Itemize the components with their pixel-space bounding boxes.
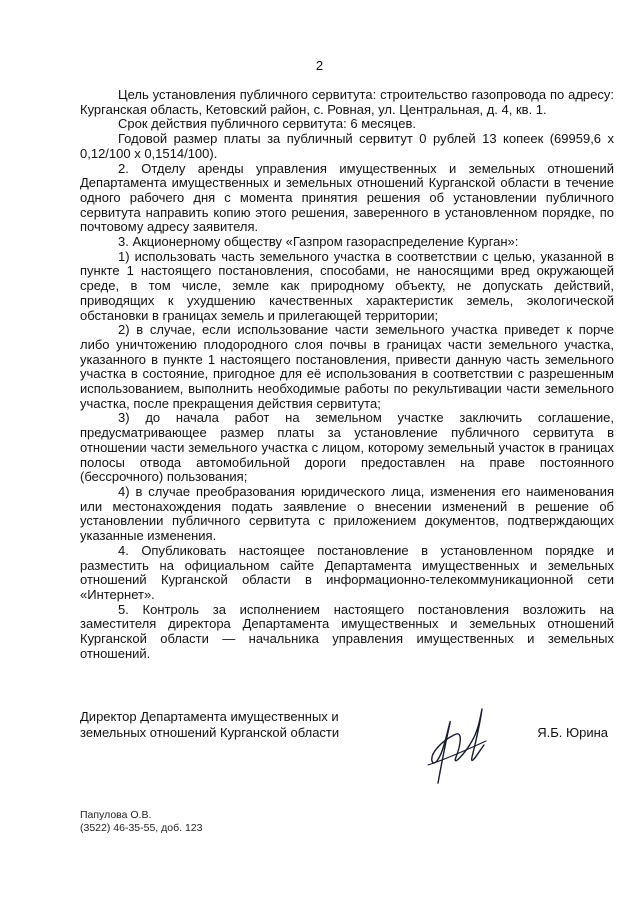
signatory-title: Директор Департамента имущественных и земельных отношений Курганской области: [80, 709, 340, 740]
paragraph-item-3: 3. Акционерному обществу «Газпром газораспределение Курган»:: [118, 234, 519, 250]
executor-phone: (3522) 46-35-55, доб. 123: [80, 822, 203, 834]
paragraph-item-3-1: 1) использовать часть земельного участка в соответствии с целью, указанной в пункте 1 настоящего постановления, способами, не наносящими вред окружающей среде, в том числе, земле как природному объекту, не допускать действий, приводящих к ухудшению качественных характеристик земель, экологической обстановки в границах земель и прилегающей территории;: [80, 248, 614, 323]
page-number: 2: [315, 58, 324, 73]
paragraph-item-3-2: 2) в случае, если использование части земельного участка приведет к порче либо уничтожению плодородного слоя почвы в границах части земельного участка, указанного в пункте 1 настоящего постановления, привести данную часть земельного участка в состояние, пригодное для её использования в соответствии с разрешенным использованием, выполнить необходимые работы по рекультивации части земельного участка, после прекращения действия сервитута;: [80, 322, 614, 411]
paragraph-item-4: 4. Опубликовать настоящее постановление в установленном порядке и разместить на официальном сайте Департамента имущественных и земельных отношений Курганской области в информационно-телекоммуникационной сети «Интернет».: [80, 542, 614, 602]
document-body: [80, 88, 614, 661]
handwritten-signature: [420, 701, 500, 789]
paragraph-term: Срок действия публичного сервитута: 6 месяцев.: [118, 116, 416, 132]
paragraph-item-3-3: 3) до начала работ на земельном участке заключить соглашение, предусматривающее размер платы за установление публичного сервитута в отношении части земельного участка с лицом, которому земельный участок в границах полосы отвода автомобильной дороги предоставлен на праве постоянного (бессрочного) пользования;: [80, 410, 614, 485]
paragraph-item-3-4: 4) в случае преобразования юридического лица, изменения его наименования или местонахождения подать заявление о внесении изменений в решение об установлении публичного сервитута с приложением документов, подтверждающих указанные изменения.: [80, 483, 614, 544]
signatory-name: Я.Б. Юрина: [537, 725, 608, 740]
paragraph-purpose: Цель установления публичного сервитута: строительство газопровода по адресу: Курганская область, Кетовский район, с. Ровная, ул. Центральная, д. 4, кв. 1.: [80, 87, 614, 117]
signature-block: [80, 709, 614, 789]
paragraph-item-2: 2. Отделу аренды управления имущественных и земельных отношений Департамента имущественных и земельных отношений Курганской области в течение одного рабочего дня с момента принятия решения об установлении публичного сервитута направить копию этого решения, заверенного в установленном порядке, по почтовому адресу заявителя.: [80, 160, 614, 235]
paragraph-fee: Годовой размер платы за публичный сервитут 0 рублей 13 копеек (69959,6 х 0,12/100 х 0,1514/100).: [80, 131, 614, 161]
executor-name: Папулова О.В.: [80, 809, 152, 821]
paragraph-item-5: 5. Контроль за исполнением настоящего постановления возложить на заместителя директора Департамента имущественных и земельных отношений Курганской области — начальника управления имущественных и земельных отношений.: [80, 601, 614, 661]
executor-info: [80, 809, 202, 835]
